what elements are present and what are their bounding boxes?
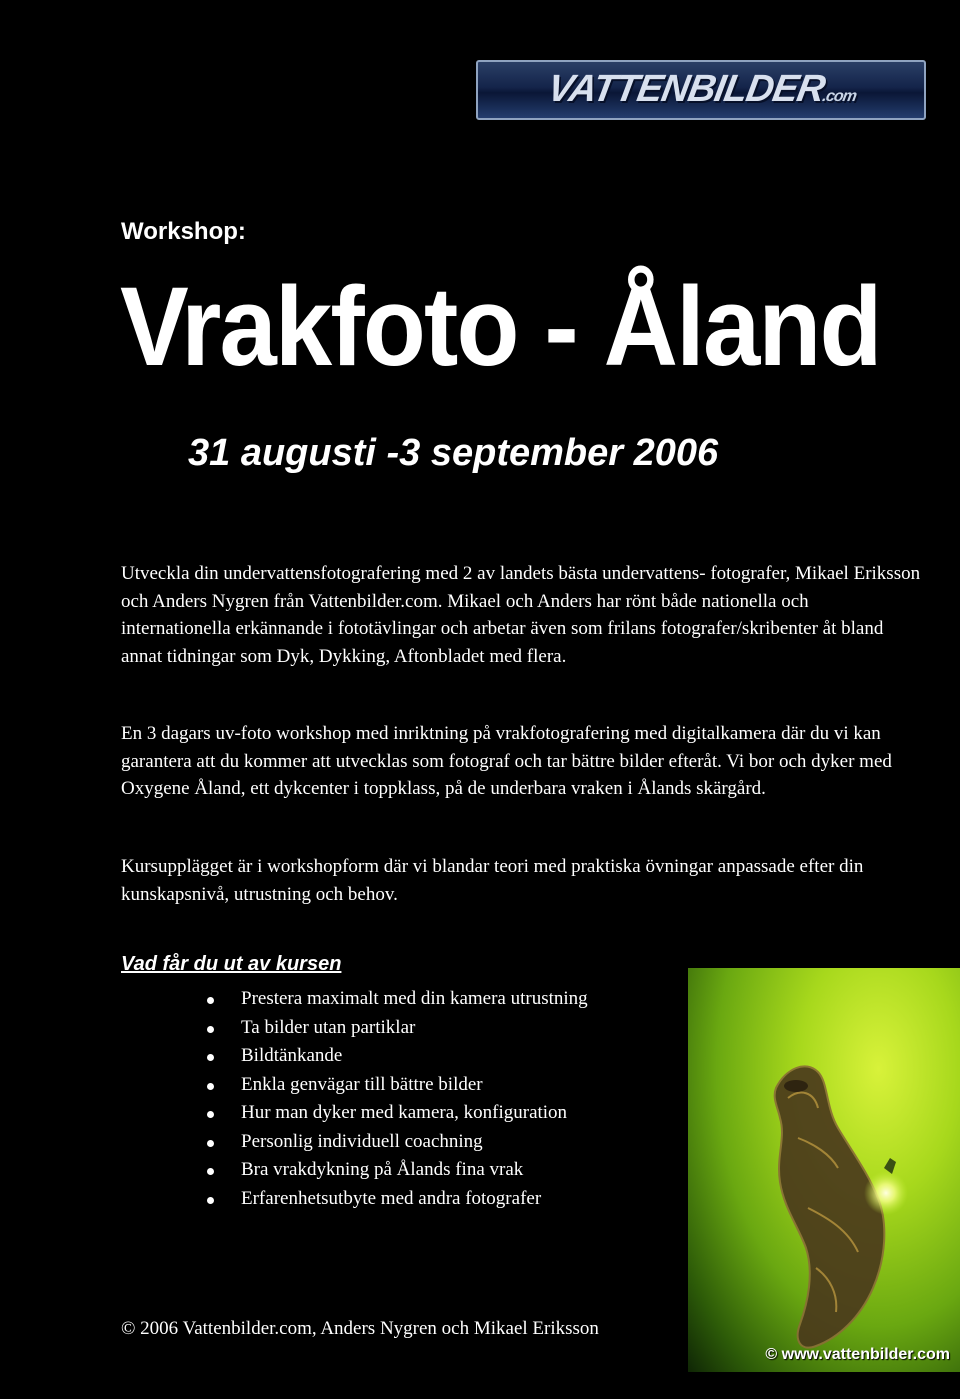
list-item: Erfarenhetsutbyte med andra fotografer [205,1185,588,1214]
list-item: Personlig individuell coachning [205,1128,588,1157]
bullet-icon [207,1054,214,1061]
shipwreck-illustration [688,968,960,1372]
bullet-icon [207,1197,214,1204]
list-item: Prestera maximalt med din kamera utrustning [205,985,588,1014]
workshop-paragraph: En 3 dagars uv-foto workshop med inriktning på vrakfotografering med digitalkamera där du vi kan garantera att du kommer att utvecklas som fotograf och tar bättre bilder efteråt. Vi bor och dyker med Oxygene Åland, ett dykcenter i toppklass, på de underbara vraken i Ålands skärgård. [121,723,892,799]
logo-wordmark: VATTENBILDER.com [544,68,858,110]
list-item: Enkla genvägar till bättre bilder [205,1071,588,1100]
benefits-heading: Vad får du ut av kursen [121,953,342,975]
bullet-icon [207,997,214,1004]
bullet-icon [207,1168,214,1175]
vattenbilder-logo [476,60,926,120]
bullet-icon [207,1111,214,1118]
list-item: Bildtänkande [205,1042,588,1071]
photo-watermark: © www.vattenbilder.com [765,1346,950,1363]
wreck-photo [688,968,960,1372]
page-title: Vrakfoto - Åland [120,264,881,389]
benefits-list [205,985,588,1213]
list-item: Ta bilder utan partiklar [205,1014,588,1043]
event-dates: 31 augusti -3 september 2006 [188,432,719,474]
workshop-label: Workshop: [121,218,246,245]
list-item: Hur man dyker med kamera, konfiguration [205,1099,588,1128]
footer-copyright: © 2006 Vattenbilder.com, Anders Nygren och Mikael Eriksson [121,1318,599,1339]
bullet-icon [207,1026,214,1033]
list-item: Bra vrakdykning på Ålands fina vrak [205,1156,588,1185]
bullet-icon [207,1140,214,1147]
course-paragraph: Kursupplägget är i workshopform där vi blandar teori med praktiska övningar anpassade efter din kunskapsnivå, utrustning och behov. [121,856,864,905]
intro-paragraph: Utveckla din undervattensfotografering med 2 av landets bästa undervattens- fotografer, Mikael Eriksson och Anders Nygren från Vattenbilder.com. Mikael och Anders har rönt både nationella och internationella erkännande i fototävlingar och arbetar även som frilans fotografer/skribenter åt bland annat tidningar som Dyk, Dykking, Aftonbladet med flera. [121,563,921,667]
bullet-icon [207,1083,214,1090]
